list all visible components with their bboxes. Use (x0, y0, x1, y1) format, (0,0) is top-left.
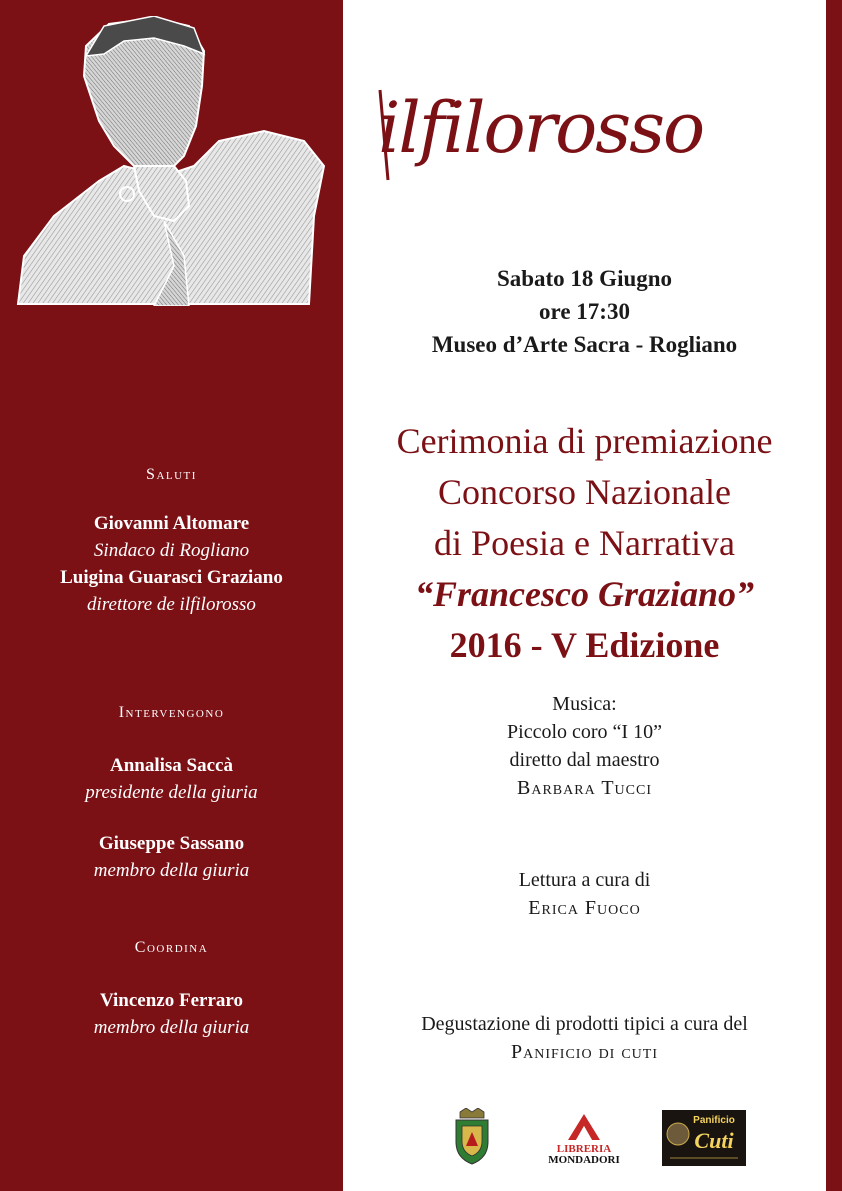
mondadori-line-1: LIBRERIA (556, 1143, 612, 1155)
greeter-1-name: Giovanni Altomare (93, 513, 250, 534)
rogliano-coat-of-arms-icon (452, 1108, 492, 1166)
panificio-cuti-logo (662, 1110, 746, 1166)
music-label: Musica: (552, 693, 617, 715)
coordinator-role: membro della giuria (93, 1017, 250, 1038)
speakers-heading: Intervengono (118, 704, 225, 721)
panificio-line-2: Cuti (694, 1128, 734, 1153)
ceremony-line-3: di Poesia e Narrativa (434, 523, 735, 563)
event-date: Sabato 18 Giugno (496, 266, 673, 291)
edition: 2016 - V Edizione (449, 625, 720, 665)
event-place: Museo d’Arte Sacra - Rogliano (431, 332, 738, 357)
reading-label: Lettura a cura di (518, 869, 651, 891)
mondadori-logo (546, 1112, 622, 1164)
mondadori-line-2: MONDADORI (548, 1154, 620, 1164)
director-name: Barbara Tucci (517, 777, 652, 799)
directed-by: diretto dal maestro (509, 749, 660, 771)
coordinator-section (0, 939, 343, 1041)
event-info (343, 262, 826, 361)
speaker-1-name: Annalisa Saccà (110, 755, 233, 776)
ceremony-title (343, 416, 826, 671)
choir-name: Piccolo coro “I 10” (507, 721, 662, 743)
speaker-2-name: Giuseppe Sassano (98, 833, 245, 854)
ilfilorosso-logo (368, 70, 808, 195)
greeter-1-role: Sindaco di Rogliano (93, 540, 250, 561)
tasting-provider: Panificio di cuti (511, 1041, 658, 1063)
greetings-section (0, 466, 343, 618)
greetings-heading: Saluti (146, 466, 197, 483)
greeter-2-name: Luigina Guarasci Graziano (60, 567, 283, 588)
coordinator-name: Vincenzo Ferraro (100, 990, 243, 1011)
reading-section (343, 866, 826, 922)
speaker-2-role: membro della giuria (93, 860, 250, 881)
tasting-section (343, 1010, 826, 1066)
award-name: “Francesco Graziano” (414, 574, 755, 614)
ceremony-line-2: Concorso Nazionale (438, 472, 731, 512)
event-time: ore 17:30 (539, 299, 630, 324)
svg-text:ilfilorosso: ilfilorosso (378, 87, 704, 169)
greeter-2-role: direttore de ilfilorosso (87, 594, 256, 615)
portrait-sketch (14, 16, 332, 306)
reader-name: Erica Fuoco (528, 897, 641, 919)
panificio-line-1: Panificio (693, 1115, 735, 1126)
coordinator-heading: Coordina (134, 939, 209, 956)
right-border-strip (826, 0, 842, 1191)
music-section (343, 690, 826, 802)
speakers-section (0, 704, 343, 884)
speaker-1-role: presidente della giuria (85, 782, 258, 803)
tasting-label: Degustazione di prodotti tipici a cura del (421, 1013, 748, 1035)
ceremony-line-1: Cerimonia di premiazione (396, 421, 773, 461)
